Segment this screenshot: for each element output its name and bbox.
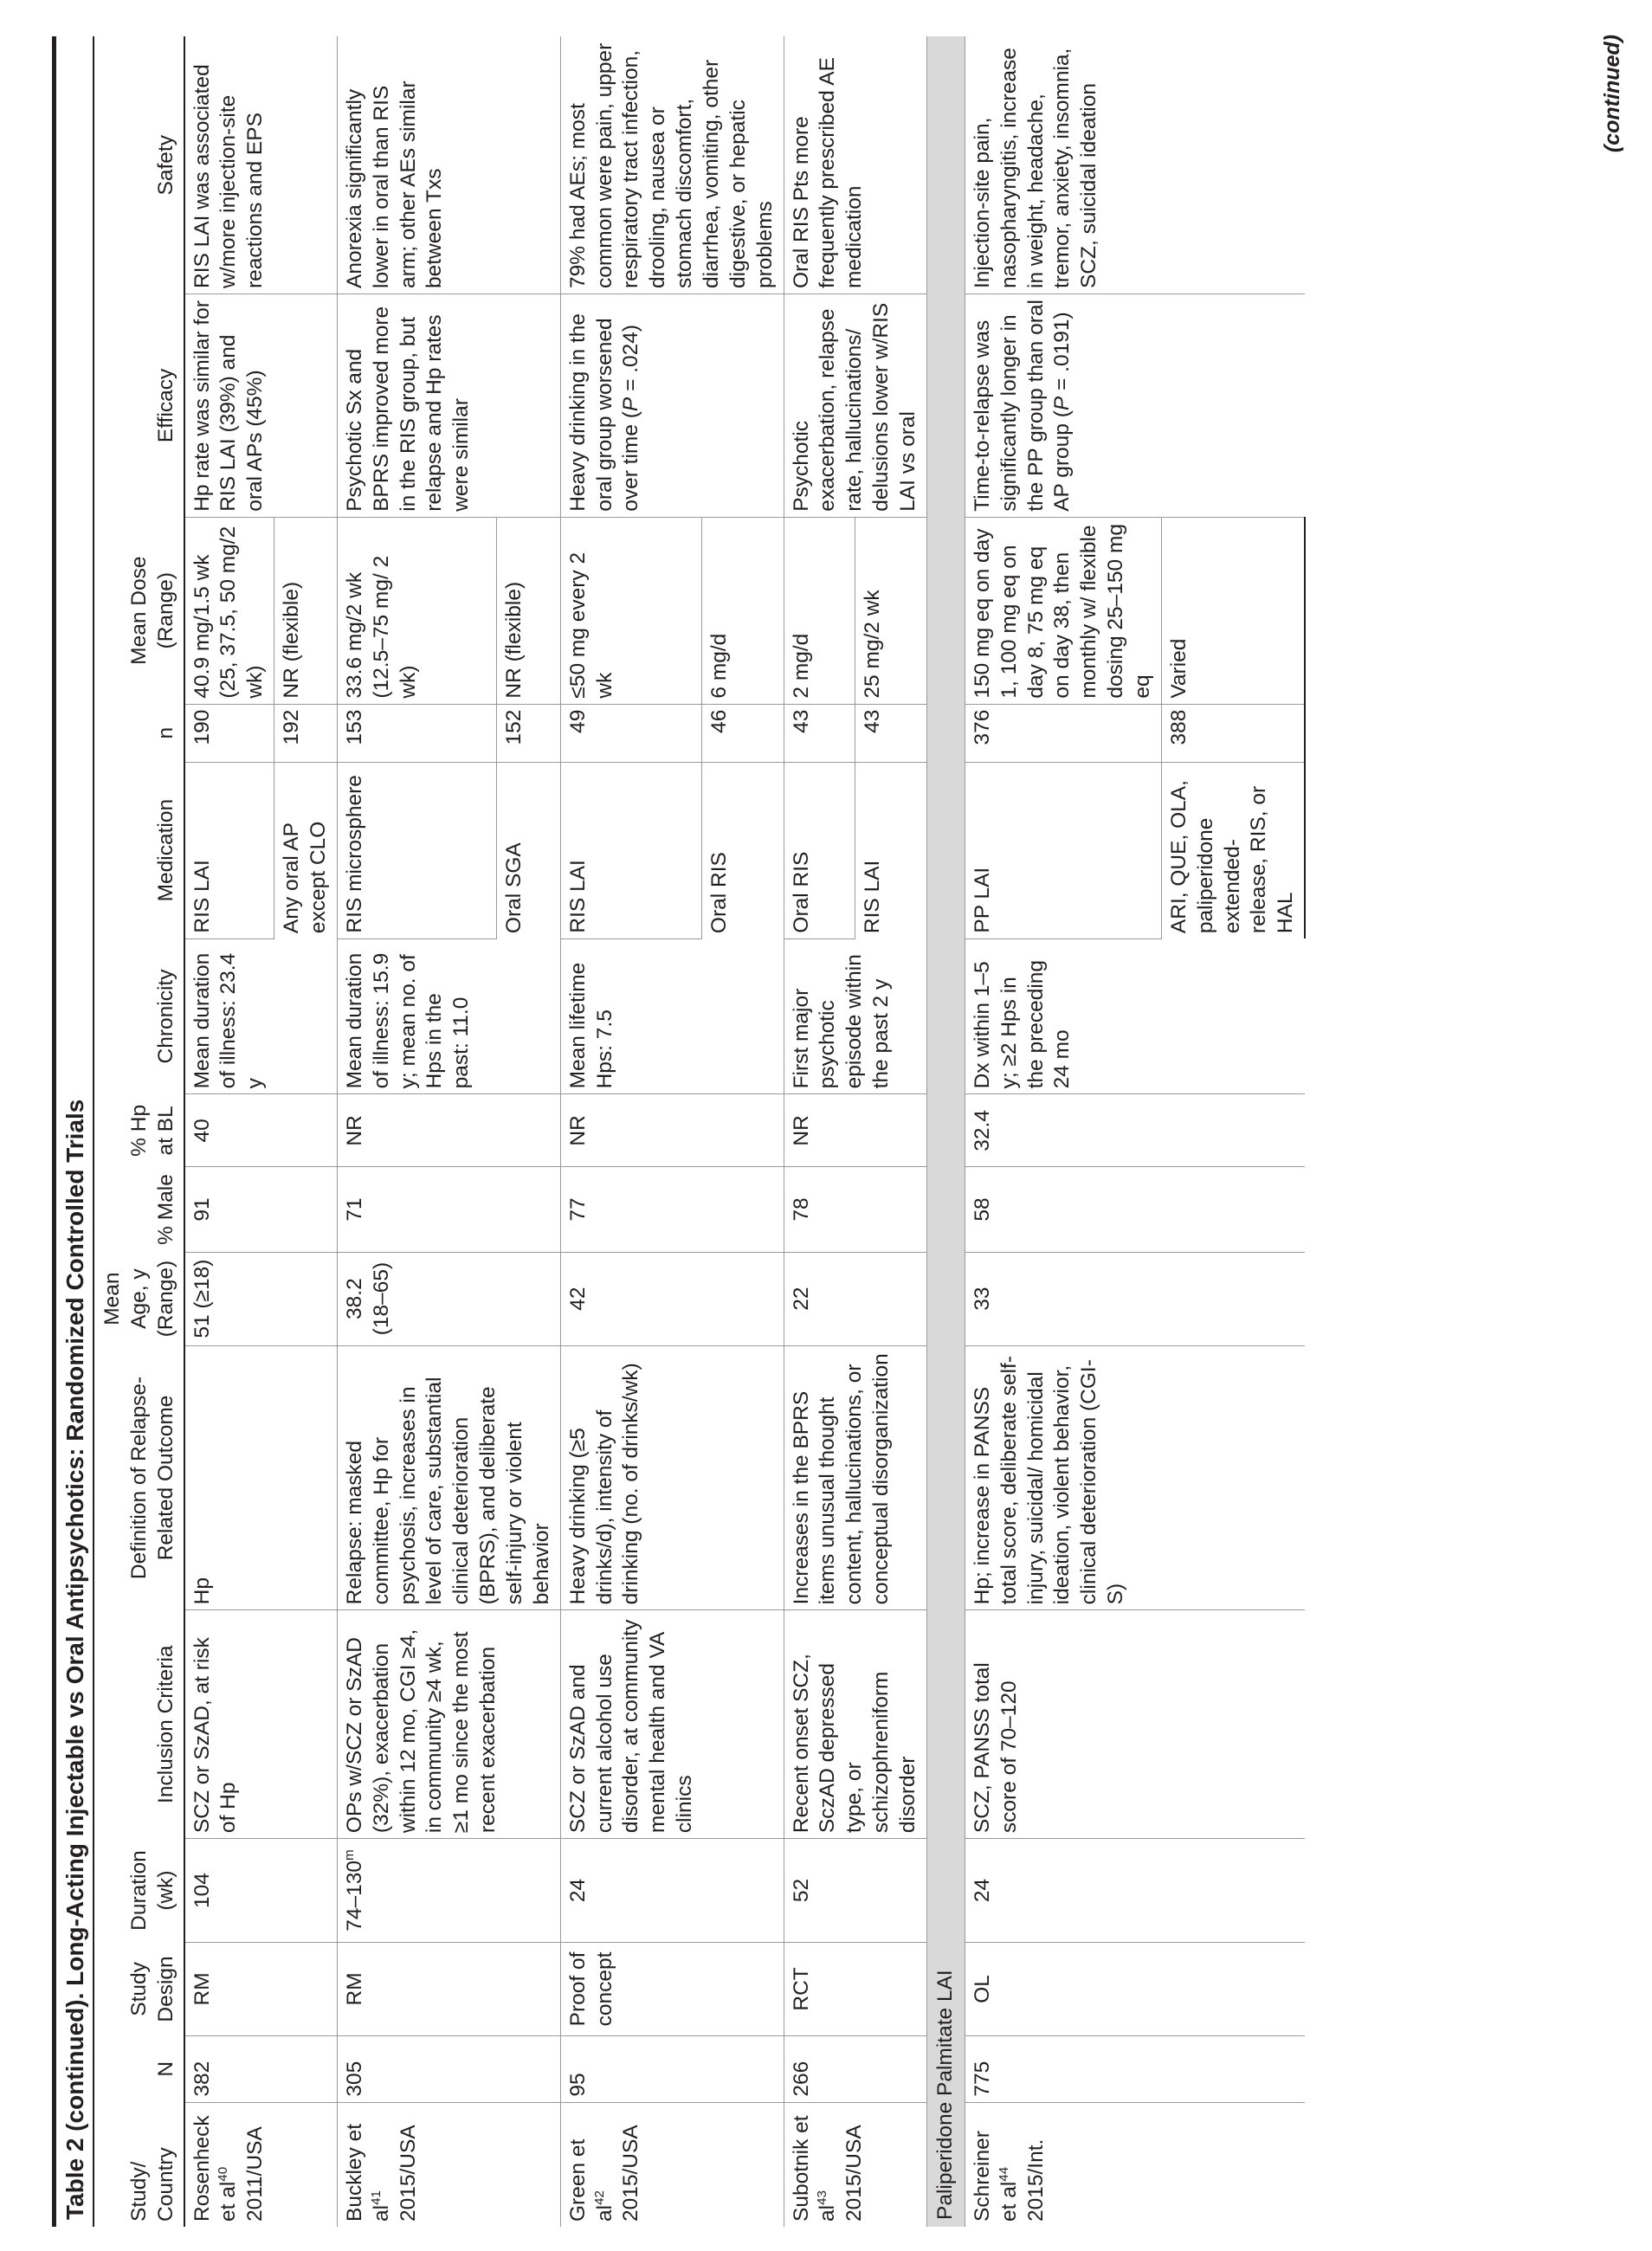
safety-cell: RIS LAI was associated w/more injection-site reactions and EPS [184,36,338,294]
header-safety: Safety [94,36,184,294]
efficacy-cell: Heavy drinking in the oral group worsened over time (P = .024) [560,294,784,518]
outcome-cell: Heavy drinking (≥5 drinks/d), intensity of drinking (no. of drinks/wk) [560,1345,784,1610]
header-row [94,36,184,2227]
dose-cell: 6 mg/d [702,517,784,704]
inclusion-cell: SCZ, PANSS total score of 70–120 [965,1610,1305,1839]
dose-cell: 33.6 mg/2 wk (12.5–75 mg/ 2 wk) [337,517,496,704]
header-hp: % Hp at BL [94,1094,184,1167]
medication-cell: Oral SGA [496,762,560,938]
section-header-row [926,36,965,2227]
dose-cell: 150 mg eq on day 1, 100 mg eq on day 8, 75 mg eq on day 38, then monthly w/ flexible dosing 25–150 mg eq [965,517,1161,704]
header-medication: Medication [94,762,184,938]
header-dose: Mean Dose (Range) [94,517,184,704]
header-efficacy: Efficacy [94,294,184,518]
dose-cell: 25 mg/2 wk [855,517,927,704]
dose-cell: Varied [1161,517,1305,704]
arm-n-cell: 376 [965,704,1161,762]
design-cell: RCT [784,1942,926,2035]
medication-cell: ARI, QUE, OLA, paliperidone extended-release, RIS, or HAL [1161,762,1305,938]
design-cell: Proof of concept [560,1942,784,2035]
table-container [52,36,1306,2227]
chronicity-cell: First major psychotic episode within the past 2 y [784,938,926,1094]
chronicity-cell: Mean duration of illness: 23.4 y [184,938,338,1094]
continued-label: (continued) [1600,35,1624,153]
age-cell: 38.2 (18–65) [337,1252,560,1345]
section-header: Paliperidone Palmitate LAI [926,36,965,2227]
efficacy-cell: Time-to-relapse was significantly longer in the PP group than oral AP group (P = .0191) [965,294,1305,518]
age-cell: 51 (≥18) [184,1252,338,1345]
dose-cell: 40.9 mg/1.5 wk (25, 37.5, 50 mg/2 wk) [184,517,274,704]
arm-n-cell: 192 [274,704,338,762]
safety-cell: Injection-site pain, nasopharyngitis, increase in weight, headache, tremor, anxiety, insomnia, SCZ, suicidal ideation [965,36,1305,294]
arm-n-cell: 388 [1161,704,1305,762]
n-cell: 305 [337,2035,560,2102]
design-cell: RM [337,1942,560,2035]
header-male: % Male [94,1167,184,1252]
male-cell: 58 [965,1167,1305,1252]
n-cell: 382 [184,2035,338,2102]
inclusion-cell: Recent onset SCZ, SczAD depressed type, or schizophreniform disorder [784,1610,926,1839]
safety-cell: Anorexia significantly lower in oral than RIS arm; other AEs similar between Txs [337,36,560,294]
table-title: Table 2 (continued). Long-Acting Injectable vs Oral Antipsychotics: Randomized Controlled Trials [52,36,94,2227]
hp-cell: 40 [184,1094,338,1167]
outcome-cell: Hp [184,1345,338,1610]
header-design: Study Design [94,1942,184,2035]
hp-cell: NR [784,1094,926,1167]
hp-cell: NR [337,1094,560,1167]
arm-n-cell: 46 [702,704,784,762]
medication-cell: RIS LAI [560,762,702,938]
header-inclusion: Inclusion Criteria [94,1610,184,1839]
chronicity-cell: Dx within 1–5 y; ≥2 Hps in the preceding 24 mo [965,938,1305,1094]
study-cell: Rosenheck et $al^{40}$ 2011/USA [184,2102,338,2227]
hp-cell: 32.4 [965,1094,1305,1167]
table-row [965,36,1161,2227]
design-cell: OL [965,1942,1305,2035]
duration-cell: 24 [560,1839,784,1943]
n-cell: 775 [965,2035,1305,2102]
header-age: Mean Age, y (Range) [94,1252,184,1345]
header-n: N [94,2035,184,2102]
arm-n-cell: 43 [784,704,855,762]
medication-cell: RIS LAI [855,762,927,938]
duration-cell: 104 [184,1839,338,1943]
arm-n-cell: 152 [496,704,560,762]
safety-cell: 79% had AEs; most common were pain, upper respiratory tract infection, drooling, nausea or stomach discomfort, diarrhea, vomiting, other digestive, or hepatic problems [560,36,784,294]
hp-cell: NR [560,1094,784,1167]
chronicity-cell: Mean lifetime Hps: 7.5 [560,938,784,1094]
study-cell: Buckley et $al^{41}$ 2015/USA [337,2102,560,2227]
header-chronicity: Chronicity [94,938,184,1094]
efficacy-cell: Hp rate was similar for RIS LAI (39%) and oral APs (45%) [184,294,338,518]
medication-cell: Oral RIS [702,762,784,938]
male-cell: 77 [560,1167,784,1252]
study-cell: Schreiner et $al^{44}$ 2015/Int. [965,2102,1305,2227]
medication-cell: Oral RIS [784,762,855,938]
age-cell: 22 [784,1252,926,1345]
efficacy-cell: Psychotic Sx and BPRS improved more in the RIS group, but relapse and Hp rates were similar [337,294,560,518]
male-cell: 78 [784,1167,926,1252]
medication-cell: RIS microsphere [337,762,496,938]
dose-cell: ≤50 mg every 2 wk [560,517,702,704]
outcome-cell: Relapse: masked committee, Hp for psychosis, increases in level of care, substantial clinical deterioration (BPRS), and deliberate self-injury or violent behavior [337,1345,560,1610]
dose-cell: NR (flexible) [274,517,338,704]
arm-n-cell: 153 [337,704,496,762]
design-cell: RM [184,1942,338,2035]
age-cell: 33 [965,1252,1305,1345]
arm-n-cell: 49 [560,704,702,762]
inclusion-cell: SCZ or SzAD, at risk of Hp [184,1610,338,1839]
outcome-cell: Hp; increase in PANSS total score, deliberate self-injury, suicidal/ homicidal ideation, violent behavior, clinical deterioration (CGI-S) [965,1345,1305,1610]
arm-n-cell: 43 [855,704,927,762]
medication-cell: Any oral AP except CLO [274,762,338,938]
table-row [184,36,274,2227]
male-cell: 91 [184,1167,338,1252]
inclusion-cell: SCZ or SzAD and current alcohol use disorder, at community mental health and VA clinics [560,1610,784,1839]
efficacy-cell: Psychotic exacerbation, relapse rate, hallucinations/ delusions lower w/RIS LAI vs oral [784,294,926,518]
age-cell: 42 [560,1252,784,1345]
header-outcome: Definition of Relapse-Related Outcome [94,1345,184,1610]
duration-cell: 24 [965,1839,1305,1943]
header-arm-n: n [94,704,184,762]
study-cell: Green et $al^{42}$ 2015/USA [560,2102,784,2227]
table-row [560,36,702,2227]
arm-n-cell: 190 [184,704,274,762]
outcome-cell: Increases in the BPRS items unusual thought content, hallucinations, or conceptual disorganization [784,1345,926,1610]
duration-cell: 52 [784,1839,926,1943]
safety-cell: Oral RIS Pts more frequently prescribed AE medication [784,36,926,294]
medication-cell: PP LAI [965,762,1161,938]
n-cell: 266 [784,2035,926,2102]
chronicity-cell: Mean duration of illness: 15.9 y; mean no. of Hps in the past: 11.0 [337,938,560,1094]
trials-table [94,36,1306,2227]
study-cell: Subotnik et $al^{43}$ 2015/USA [784,2102,926,2227]
duration-cell: 74–130$^m$ [337,1839,560,1943]
medication-cell: RIS LAI [184,762,274,938]
table-row [337,36,496,2227]
table-row [784,36,855,2227]
header-study: Study/ Country [94,2102,184,2227]
header-duration: Duration (wk) [94,1839,184,1943]
dose-cell: NR (flexible) [496,517,560,704]
n-cell: 95 [560,2035,784,2102]
male-cell: 71 [337,1167,560,1252]
dose-cell: 2 mg/d [784,517,855,704]
inclusion-cell: OPs w/SCZ or SzAD (32%), exacerbation within 12 mo, CGI ≥4, in community ≥4 wk, ≥1 mo since the most recent exacerbation [337,1610,560,1839]
